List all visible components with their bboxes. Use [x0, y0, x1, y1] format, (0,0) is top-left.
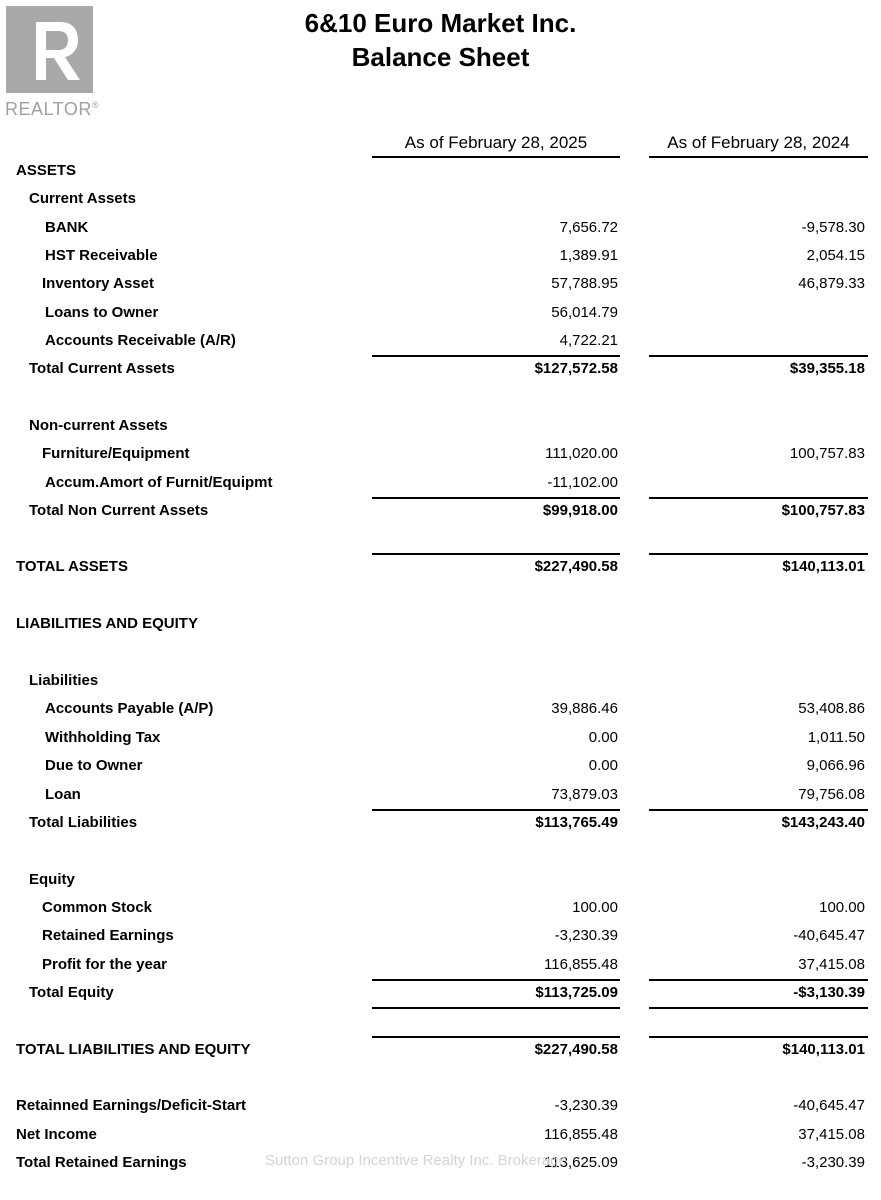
line-item-row: Common Stock 100.00 100.00 — [42, 899, 865, 916]
line-item-row: Loans to Owner 56,014.79 — [45, 304, 618, 321]
line-item-row: Due to Owner 0.00 9,066.96 — [45, 757, 865, 774]
line-item-row: BANK 7,656.72 -9,578.30 — [45, 219, 865, 236]
subtotal-rule — [649, 355, 868, 357]
subsection-heading: Current Assets — [29, 190, 136, 207]
brokerage-watermark: Sutton Group Incentive Realty Inc. Brokerage — [265, 1152, 567, 1169]
total-row: Total Non Current Assets $99,918.00 $100,757.83 — [29, 502, 865, 519]
realtor-wordmark: REALTOR® — [5, 99, 99, 119]
total-rule — [649, 1036, 868, 1038]
line-item-row: HST Receivable 1,389.91 2,054.15 — [45, 247, 865, 264]
summary-row: Total Retained Earnings 113,625.09 -3,230.39 — [16, 1154, 865, 1171]
subtotal-rule — [649, 1007, 868, 1009]
section-heading: ASSETS — [16, 162, 77, 179]
total-row: Total Liabilities $113,765.49 $143,243.40 — [29, 814, 865, 831]
line-item-row: Furniture/Equipment 111,020.00 100,757.83 — [42, 445, 865, 462]
total-row: Total Equity $113,725.09 -$3,130.39 — [29, 984, 865, 1001]
summary-row: Retainned Earnings/Deficit-Start -3,230.39 -40,645.47 — [16, 1097, 865, 1114]
grand-total-row: TOTAL LIABILITIES AND EQUITY $227,490.58 $140,113.01 — [16, 1041, 865, 1058]
subtotal-rule — [649, 497, 868, 499]
line-item-row: Accum.Amort of Furnit/Equipmt -11,102.00 — [45, 474, 618, 491]
subtotal-rule — [372, 355, 620, 357]
total-rule — [372, 553, 620, 555]
company-name: 6&10 Euro Market Inc. — [304, 8, 577, 38]
total-rule — [649, 553, 868, 555]
section-heading: LIABILITIES AND EQUITY — [16, 615, 198, 632]
subsection-heading: Non-current Assets — [29, 417, 168, 434]
subsection-heading: Equity — [29, 871, 75, 888]
report-title: Balance Sheet — [351, 42, 530, 72]
subtotal-rule — [372, 497, 620, 499]
line-item-row: Profit for the year 116,855.48 37,415.08 — [42, 956, 865, 973]
grand-total-row: TOTAL ASSETS $227,490.58 $140,113.01 — [16, 558, 865, 575]
header-rule — [372, 156, 620, 158]
line-item-row: Loan 73,879.03 79,756.08 — [45, 786, 865, 803]
subtotal-rule — [649, 979, 868, 981]
line-item-row: Accounts Receivable (A/R) 4,722.21 — [45, 332, 618, 349]
column-header-2025: As of February 28, 2025 — [404, 133, 588, 152]
total-rule — [372, 1036, 620, 1038]
subtotal-rule — [372, 979, 620, 981]
line-item-row: Accounts Payable (A/P) 39,886.46 53,408.86 — [45, 700, 865, 717]
header-rule — [649, 156, 868, 158]
total-row: Total Current Assets $127,572.58 $39,355.18 — [29, 360, 865, 377]
subtotal-rule — [372, 809, 620, 811]
subsection-heading: Liabilities — [29, 672, 99, 689]
summary-row: Net Income 116,855.48 37,415.08 — [16, 1126, 865, 1143]
line-item-row: Retained Earnings -3,230.39 -40,645.47 — [42, 927, 865, 944]
line-item-row: Inventory Asset 57,788.95 46,879.33 — [42, 275, 865, 292]
subtotal-rule — [372, 1007, 620, 1009]
column-header-2024: As of February 28, 2024 — [667, 133, 850, 152]
line-item-row: Withholding Tax 0.00 1,011.50 — [45, 729, 865, 746]
subtotal-rule — [649, 809, 868, 811]
